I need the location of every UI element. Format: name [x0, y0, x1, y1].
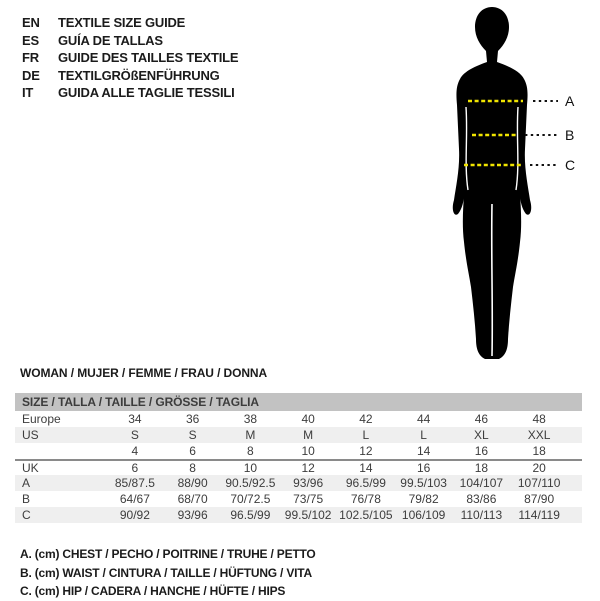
size-cell: 93/96 [293, 476, 324, 490]
row-label: US [22, 428, 39, 442]
size-cell: 18 [474, 461, 489, 475]
size-cell: S [188, 428, 197, 442]
row-label: B [22, 492, 31, 506]
table-row [15, 475, 582, 491]
marker-label-waist: B [565, 127, 575, 143]
size-cell: 20 [532, 461, 546, 475]
language-row [22, 49, 238, 67]
size-table-header: SIZE / TALLA / TAILLE / GRÖSSE / TAGLIA [15, 393, 582, 411]
leg-separation [492, 204, 493, 356]
size-cell: 16 [416, 461, 431, 475]
legend-line: C. (cm) HIP / CADERA / HANCHE / HÜFTE / HIPS [20, 584, 286, 598]
size-cell: 102.5/105 [339, 508, 393, 522]
language-row [22, 67, 238, 85]
size-cell: 87/90 [524, 492, 555, 506]
size-cell: 83/86 [466, 492, 497, 506]
size-cell: 16 [474, 444, 489, 458]
size-cell: 99.5/103 [400, 476, 447, 490]
figure-panel [430, 4, 600, 366]
size-cell: 85/87.5 [114, 476, 155, 490]
size-cell: 18 [532, 444, 546, 458]
size-cell: L [420, 428, 427, 442]
size-table-body [15, 411, 582, 523]
size-cell: 106/109 [401, 508, 446, 522]
size-cell: 93/96 [177, 508, 208, 522]
row-label: A [22, 476, 31, 490]
marker-label-hip: C [565, 157, 576, 173]
legend-line: B. (cm) WAIST / CINTURA / TAILLE / HÜFTUNG / VITA [20, 565, 312, 580]
table-row [15, 443, 582, 459]
size-cell: 34 [128, 412, 142, 426]
table-row [15, 411, 582, 427]
size-cell: 88/90 [177, 476, 208, 490]
size-cell: 96.5/99 [230, 508, 271, 522]
size-cell: 73/75 [293, 492, 324, 506]
language-label: GUIDA ALLE TAGLIE TESSILI [58, 85, 235, 100]
size-cell: 42 [359, 412, 373, 426]
language-label: GUÍA DE TALLAS [58, 32, 163, 48]
woman-silhouette [430, 4, 600, 366]
size-cell: 6 [189, 444, 196, 458]
table-row [15, 459, 582, 475]
language-code: IT [22, 85, 34, 100]
size-cell: 114/119 [518, 508, 560, 522]
language-code: ES [22, 32, 39, 48]
size-cell: 76/78 [350, 492, 381, 506]
size-cell: 104/107 [459, 476, 504, 490]
size-cell: M [303, 428, 314, 442]
language-code: DE [22, 67, 40, 83]
size-cell: 46 [474, 412, 489, 426]
row-label [15, 443, 106, 459]
size-cell: 96.5/99 [345, 476, 386, 490]
size-cell: XXL [527, 428, 551, 442]
size-cell: 12 [359, 444, 373, 458]
size-cell: 14 [416, 444, 431, 458]
language-label: GUIDE DES TAILLES TEXTILE [58, 50, 239, 65]
language-list [22, 14, 238, 102]
size-cell: 4 [131, 444, 139, 458]
size-cell: 38 [243, 412, 258, 426]
size-cell: 14 [359, 461, 373, 475]
language-row [22, 14, 238, 32]
marker-label-chest: A [565, 93, 575, 109]
size-cell: 90.5/92.5 [225, 476, 276, 490]
size-cell: 44 [416, 412, 431, 426]
language-label: TEXTILE SIZE GUIDE [58, 15, 186, 30]
size-cell: 64/67 [119, 492, 150, 506]
size-cell: 40 [301, 412, 315, 426]
size-cell: 6 [131, 461, 139, 475]
row-label: UK [22, 461, 39, 475]
size-cell: 99.5/102 [284, 508, 332, 522]
section-title: WOMAN / MUJER / FEMME / FRAU / DONNA [20, 366, 268, 380]
language-code: FR [22, 50, 39, 65]
size-cell: 8 [247, 444, 254, 458]
size-cell: 70/72.5 [230, 492, 271, 506]
size-cell: 10 [301, 444, 315, 458]
legend-line: A. (cm) CHEST / PECHO / POITRINE / TRUHE / PETTO [20, 547, 316, 561]
language-label: TEXTILGRÖßENFÜHRUNG [58, 67, 220, 83]
language-row [22, 84, 238, 102]
row-label: C [22, 508, 31, 522]
table-row [15, 507, 582, 523]
size-cell: S [130, 428, 139, 442]
size-cell: 36 [185, 412, 200, 426]
size-cell: 90/92 [119, 508, 150, 522]
table-row [15, 427, 582, 443]
size-cell: XL [474, 428, 489, 442]
language-code: EN [22, 15, 40, 30]
size-cell: M [245, 428, 256, 442]
size-cell: 8 [189, 461, 196, 475]
size-cell: 12 [301, 461, 315, 475]
size-cell: 107/110 [517, 476, 561, 490]
size-table [15, 393, 582, 523]
size-cell: 68/70 [177, 492, 208, 506]
language-row [22, 32, 238, 50]
table-row [15, 491, 582, 507]
size-cell: 110/113 [460, 508, 503, 522]
measurement-legend [20, 545, 316, 601]
size-cell: 79/82 [408, 492, 439, 506]
size-cell: 48 [532, 412, 546, 426]
row-label: Europe [22, 412, 61, 426]
size-cell: L [362, 428, 370, 442]
size-cell: 10 [243, 461, 258, 475]
